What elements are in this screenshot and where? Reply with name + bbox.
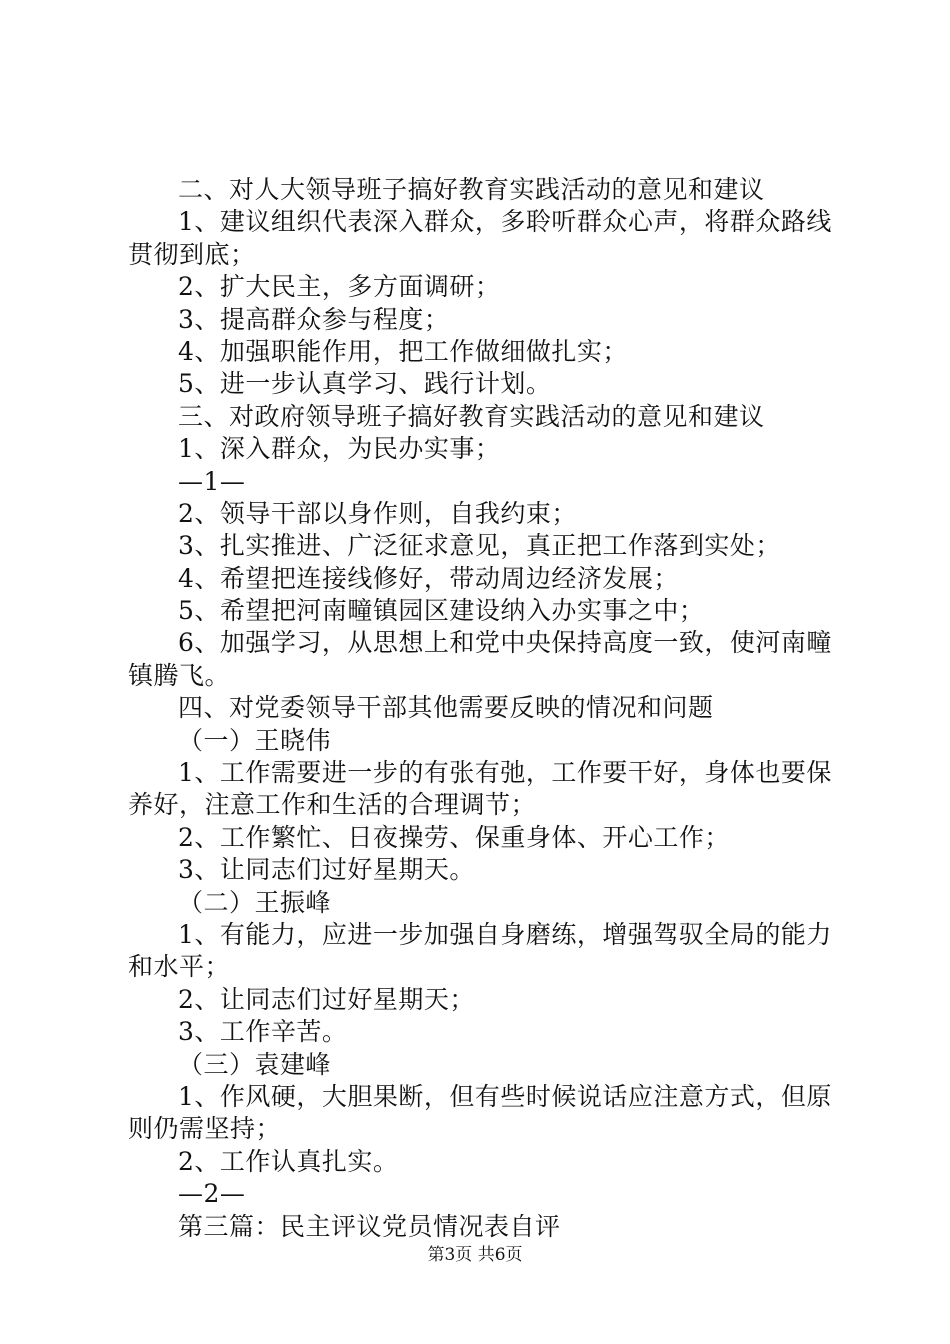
text-line: 1、工作需要进一步的有张有弛，工作要干好，身体也要保 <box>178 758 832 788</box>
text-line: 1、深入群众，为民办实事； <box>178 434 501 464</box>
text-line: 3、让同志们过好星期天。 <box>178 855 475 885</box>
text-line: 2、工作繁忙、日夜操劳、保重身体、开心工作； <box>178 822 730 852</box>
text-line: 4、希望把连接线修好，带动周边经济发展； <box>178 563 679 593</box>
text-line: 2、领导干部以身作则，自我约束； <box>178 498 577 528</box>
text-line: 4、加强职能作用，把工作做细做扎实； <box>178 336 628 366</box>
text-line: 镇腾飞。 <box>128 660 231 690</box>
text-line: 3、工作辛苦。 <box>178 1017 348 1047</box>
text-line: —2— <box>178 1179 246 1209</box>
text-line: 1、建议组织代表深入群众，多聆听群众心声，将群众路线 <box>178 207 832 237</box>
text-line: 3、提高群众参与程度； <box>178 304 450 334</box>
text-line: 2、让同志们过好星期天； <box>178 984 475 1014</box>
text-line: 6、加强学习，从思想上和党中央保持高度一致，使河南疃 <box>178 628 832 658</box>
text-line: 则仍需坚持； <box>128 1114 282 1144</box>
page-footer: 第3页 共6页 <box>427 1245 523 1265</box>
text-line: 四、对党委领导干部其他需要反映的情况和问题 <box>178 693 714 723</box>
text-line: 养好，注意工作和生活的合理调节； <box>128 790 537 820</box>
text-line: 3、扎实推进、广泛征求意见，真正把工作落到实处； <box>178 531 781 561</box>
text-line: （三）袁建峰 <box>178 1049 332 1079</box>
document-body <box>128 174 834 1243</box>
text-line: （二）王振峰 <box>178 887 332 917</box>
text-line: 三、对政府领导班子搞好教育实践活动的意见和建议 <box>178 401 765 431</box>
text-line: 5、希望把河南疃镇园区建设纳入办实事之中； <box>178 596 705 626</box>
text-line: 1、作风硬，大胆果断，但有些时候说话应注意方式，但原 <box>178 1081 832 1111</box>
text-line: 2、扩大民主，多方面调研； <box>178 272 501 302</box>
text-line: 5、进一步认真学习、践行计划。 <box>178 369 552 399</box>
text-line: 1、有能力，应进一步加强自身磨练，增强驾驭全局的能力 <box>178 919 832 949</box>
text-line: —1— <box>178 466 246 496</box>
text-line: 二、对人大领导班子搞好教育实践活动的意见和建议 <box>178 175 765 204</box>
text-line: 和水平； <box>128 952 231 982</box>
text-line: 2、工作认真扎实。 <box>178 1146 399 1176</box>
text-line: （一）王晓伟 <box>178 725 332 755</box>
text-line: 贯彻到底； <box>128 239 256 269</box>
text-line: 第三篇：民主评议党员情况表自评 <box>178 1211 561 1241</box>
